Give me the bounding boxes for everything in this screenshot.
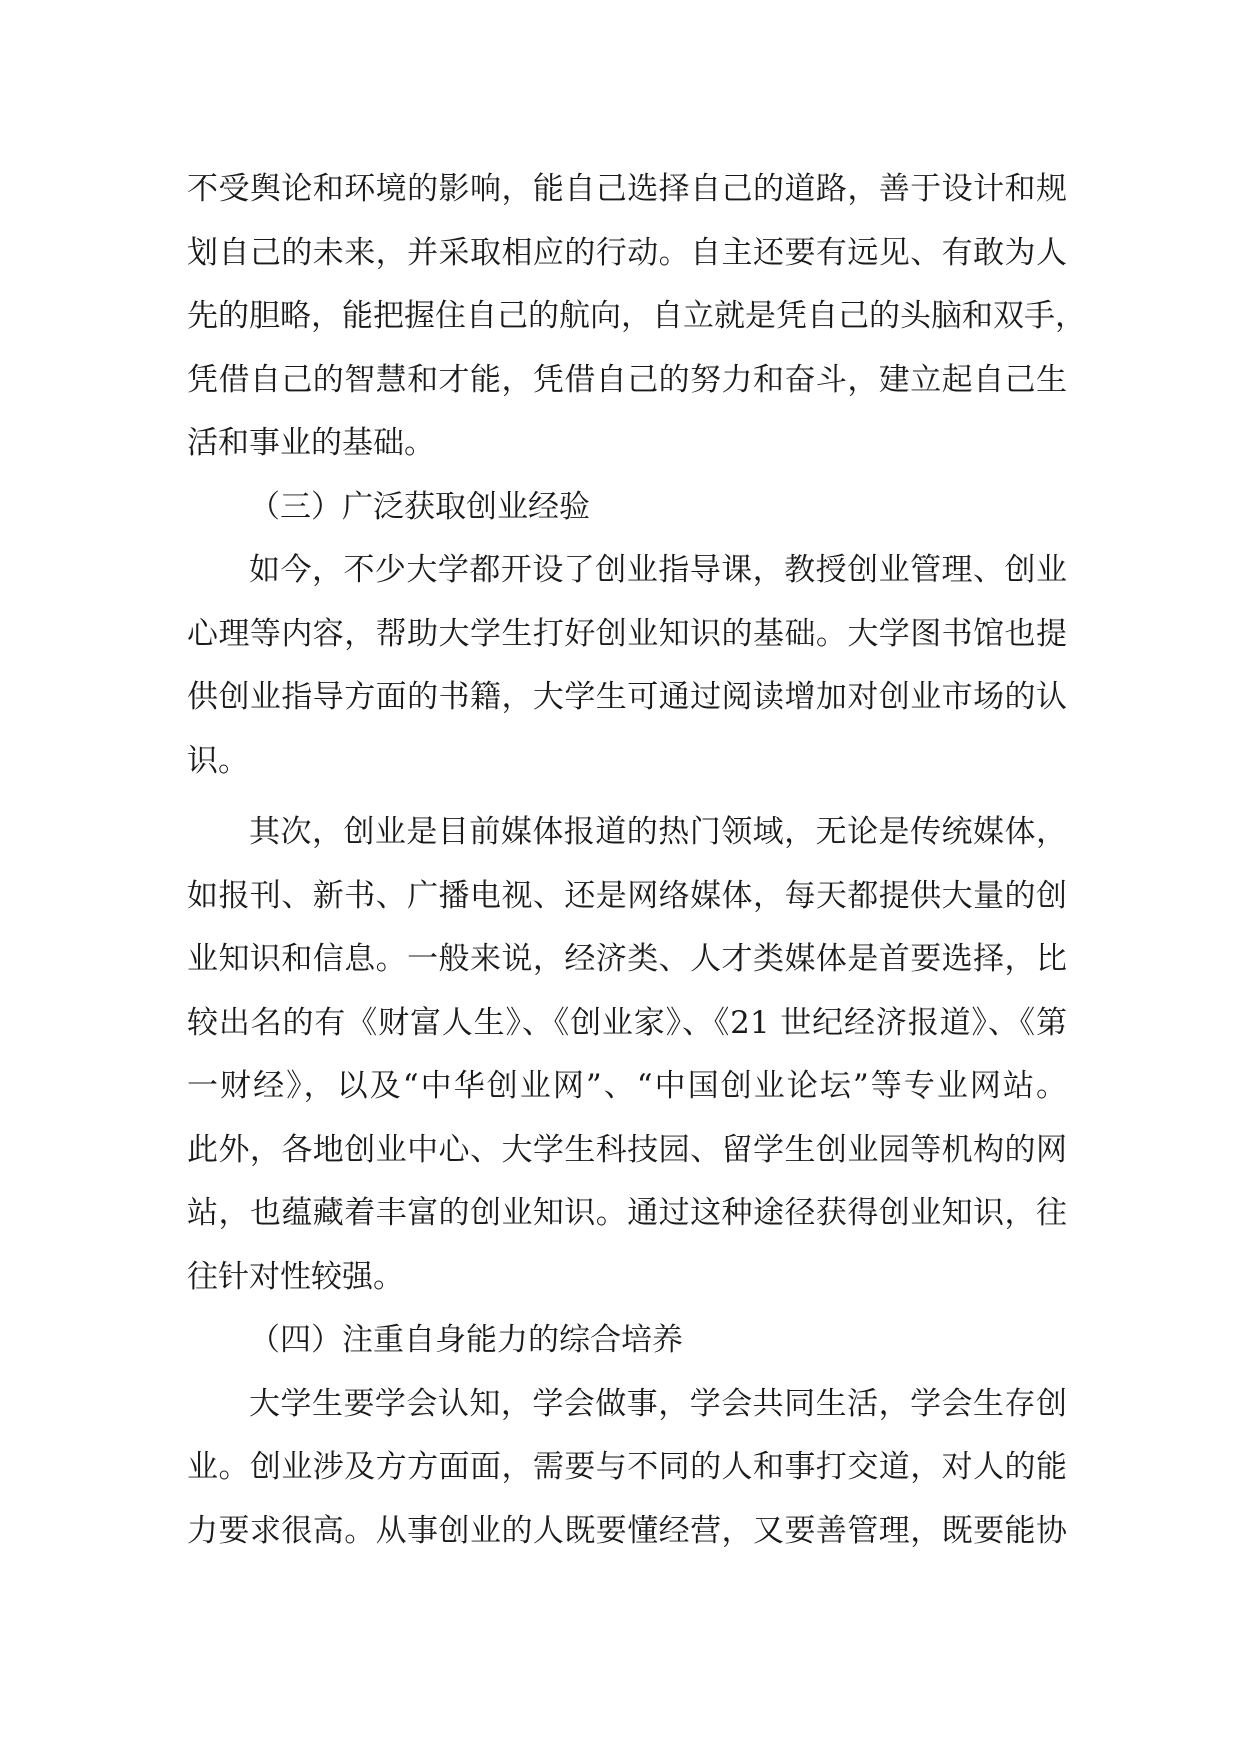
- text-line: 大学生要学会认知，学会做事，学会共同生活，学会生存创: [249, 1385, 1067, 1422]
- text-line: 如今，不少大学都开设了创业指导课，教授创业管理、创业: [249, 552, 1067, 588]
- paragraph-ability-training: [187, 1373, 1067, 1564]
- text-line: 一财经》，以及“中华创业网”、“中国创业论坛”等专业网站。: [187, 1068, 1067, 1104]
- paragraph-university-courses: [187, 539, 1067, 793]
- text-line: 如报刊、新书、广播电视、还是网络媒体，每天都提供大量的创: [187, 877, 1067, 914]
- paragraph-spacing: [187, 793, 1067, 801]
- text-line: 供创业指导方面的书籍，大学生可通过阅读增加对创业市场的认: [187, 679, 1067, 715]
- text-line: 活和事业的基础。: [187, 425, 435, 461]
- text-line: 心理等内容，帮助大学生打好创业知识的基础。大学图书馆也提: [187, 615, 1067, 652]
- text-line: 往针对性较强。: [187, 1258, 404, 1295]
- text-line: 先的胆略，能把握住自己的航向，自立就是凭自己的头脑和双手，: [187, 298, 1086, 334]
- text-line: 站，也蕴藏着丰富的创业知识。通过这种途径获得创业知识，往: [187, 1195, 1067, 1231]
- text-line: 其次，创业是目前媒体报道的热门领域，无论是传统媒体，: [249, 814, 1067, 850]
- text-line: 较出名的有《财富人生》、《创业家》、《21 世纪经济报道》、《第: [187, 1004, 1067, 1041]
- text-line: 业。创业涉及方方面面，需要与不同的人和事打交道，对人的能: [187, 1449, 1067, 1485]
- section-heading-4: （四）注重自身能力的综合培养: [249, 1322, 683, 1358]
- text-line: 力要求很高。从事创业的人既要懂经营，又要善管理，既要能协: [187, 1512, 1067, 1549]
- paragraph-media: [187, 801, 1067, 1309]
- text-line: 此外，各地创业中心、大学生科技园、留学生创业园等机构的网: [187, 1131, 1067, 1168]
- document-body: [187, 158, 1086, 1563]
- text-line: 不受舆论和环境的影响，能自己选择自己的道路，善于设计和规: [187, 171, 1067, 207]
- text-line: 划自己的未来，并采取相应的行动。自主还要有远见、有敢为人: [187, 234, 1067, 271]
- section-heading-3: （三）广泛获取创业经验: [249, 488, 590, 525]
- text-line: 业知识和信息。一般来说，经济类、人才类媒体是首要选择，比: [187, 941, 1067, 977]
- text-line: 凭借自己的智慧和才能，凭借自己的努力和奋斗，建立起自己生: [187, 361, 1067, 398]
- paragraph-self-reliance: [187, 158, 1086, 476]
- text-line: 识。: [187, 742, 249, 779]
